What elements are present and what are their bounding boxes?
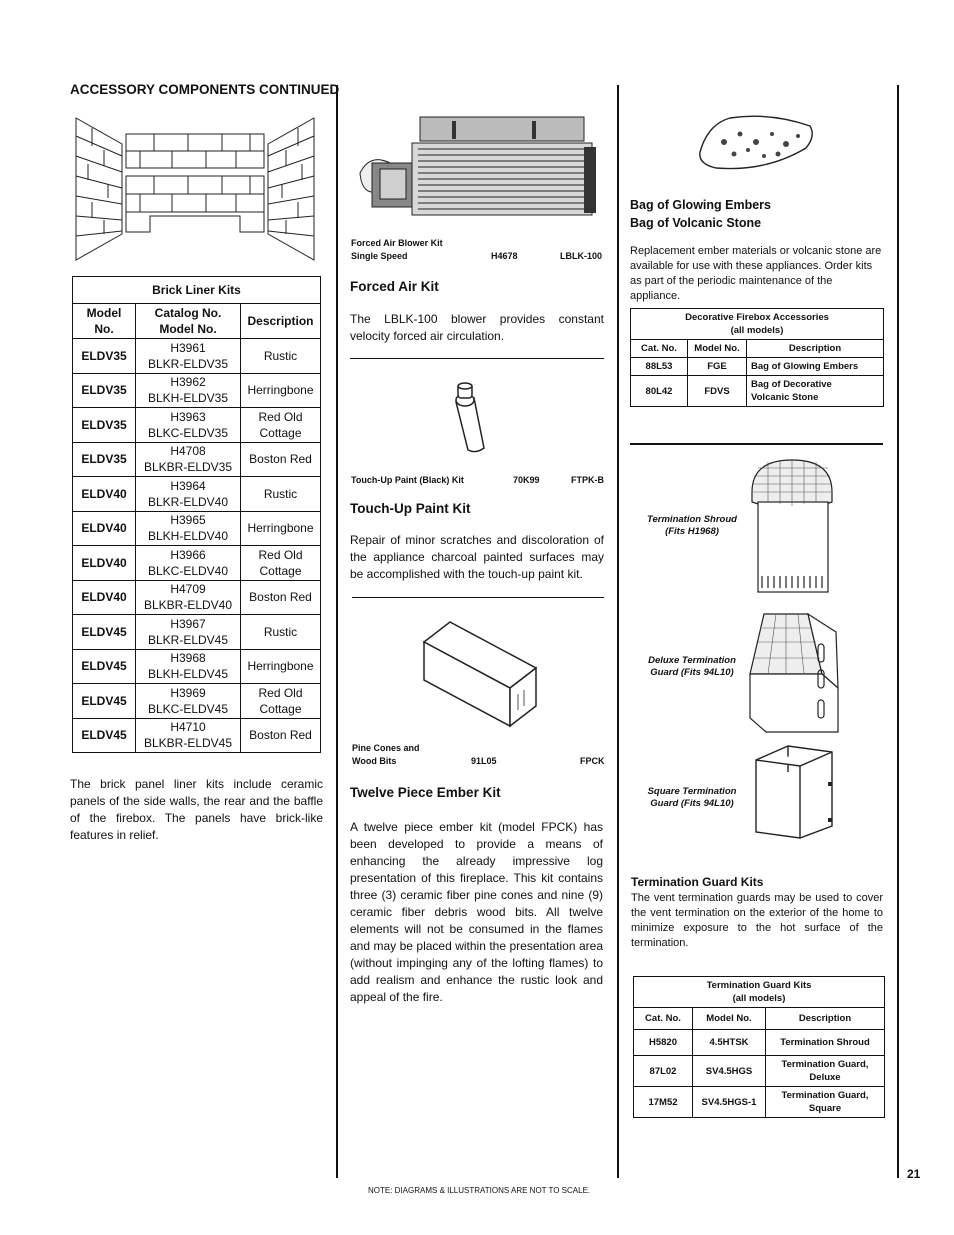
catalog-cell: H3964 BLKR-ELDV40: [136, 477, 241, 512]
table-row: [73, 511, 321, 546]
description-cell: Red Old Cottage: [241, 546, 321, 581]
blower-caption-model: LBLK-100: [560, 251, 603, 261]
deluxe-label: Deluxe Termination Guard (Fits 94L10): [648, 655, 736, 678]
termination-shroud-illustration: [748, 456, 838, 598]
model-cell: ELDV35: [73, 339, 136, 374]
guard-title: Termination Guard Kits: [631, 875, 764, 889]
brick-liner-table: [72, 276, 321, 753]
paint-text: Repair of minor scratches and discoloration of the appliance charcoal painted surfaces may be accomplished with the touch-up paint kit.: [350, 533, 604, 581]
shroud-label: Termination Shroud (Fits H1968): [647, 514, 737, 537]
bag-text: Replacement ember materials or volcanic stone are available for use with these appliances. Order kits as part of the periodic maintenance of the appliance.: [630, 245, 882, 302]
description-cell: Red Old Cottage: [241, 408, 321, 443]
model-cell: ELDV40: [73, 477, 136, 512]
square-guard-illustration: [748, 742, 836, 842]
cat-cell: 87L02: [634, 1056, 693, 1087]
table-row: [73, 684, 321, 719]
description-cell: Herringbone: [241, 373, 321, 408]
divider: [352, 597, 604, 598]
column-divider-edge: [897, 85, 899, 1178]
model-cell: ELDV45: [73, 684, 136, 719]
desc-cell: Termination Guard, Square: [766, 1087, 885, 1118]
catalog-cell: H4708 BLKBR-ELDV35: [136, 442, 241, 477]
model-cell: ELDV35: [73, 373, 136, 408]
catalog-cell: H3967 BLKR-ELDV45: [136, 615, 241, 650]
description-cell: Boston Red: [241, 718, 321, 753]
guard-header-model: Model No.: [693, 1008, 766, 1030]
table-row: [73, 718, 321, 753]
paint-caption-model: FTPK-B: [571, 475, 604, 485]
model-cell: ELDV35: [73, 408, 136, 443]
paint-caption-name: Touch-Up Paint (Black) Kit: [351, 475, 464, 485]
model-cell: ELDV45: [73, 649, 136, 684]
model-cell: ELDV45: [73, 615, 136, 650]
model-cell: ELDV40: [73, 546, 136, 581]
square-label: Square Termination Guard (Fits 94L10): [647, 786, 737, 809]
brick-header-description: Description: [241, 304, 321, 339]
model-cell: FDVS: [688, 376, 747, 407]
catalog-cell: H3969 BLKC-ELDV45: [136, 684, 241, 719]
firebox-header-cat: Cat. No.: [631, 340, 688, 358]
model-cell: SV4.5HGS: [693, 1056, 766, 1087]
page-number: 21: [907, 1167, 921, 1181]
divider: [350, 358, 604, 359]
description-cell: Boston Red: [241, 442, 321, 477]
description-cell: Rustic: [241, 339, 321, 374]
table-row: [73, 615, 321, 650]
model-cell: ELDV40: [73, 511, 136, 546]
guard-table-title: Termination Guard Kits (all models): [634, 977, 885, 1008]
forced-air-text: The LBLK-100 blower provides constant velocity forced air circulation.: [350, 312, 604, 343]
firebox-header-desc: Description: [747, 340, 884, 358]
table-row: [73, 408, 321, 443]
table-row: [634, 1087, 885, 1118]
firebox-header-model: Model No.: [688, 340, 747, 358]
guard-text: The vent termination guards may be used to cover the vent termination on the exterior of the home to minimize exposure to the hot surface of the termination.: [631, 892, 883, 949]
description-cell: Boston Red: [241, 580, 321, 615]
table-row: [73, 477, 321, 512]
desc-cell: Bag of Decorative Volcanic Stone: [747, 376, 884, 407]
desc-cell: Termination Shroud: [766, 1030, 885, 1056]
divider: [630, 443, 883, 445]
model-cell: ELDV45: [73, 718, 136, 753]
deluxe-guard-illustration: [746, 608, 842, 738]
ember-title: Twelve Piece Ember Kit: [350, 785, 501, 800]
desc-cell: Termination Guard, Deluxe: [766, 1056, 885, 1087]
blower-illustration: [352, 113, 607, 231]
table-row: [631, 358, 884, 376]
brick-liner-illustration: [74, 116, 316, 262]
blower-caption-name: Forced Air Blower Kit Single Speed: [351, 238, 443, 261]
paint-caption-cat: 70K99: [513, 475, 540, 485]
table-row: [634, 1030, 885, 1056]
forced-air-title: Forced Air Kit: [350, 279, 439, 294]
table-row: [73, 580, 321, 615]
cat-cell: 80L42: [631, 376, 688, 407]
table-row: [634, 1056, 885, 1087]
description-cell: Red Old Cottage: [241, 684, 321, 719]
ember-caption-model: FPCK: [580, 756, 605, 766]
catalog-cell: H3965 BLKH-ELDV40: [136, 511, 241, 546]
ember-box-illustration: [420, 620, 540, 730]
section-title: ACCESSORY COMPONENTS CONTINUED: [70, 82, 340, 97]
ember-bag-illustration: [694, 112, 818, 174]
brick-table-title: Brick Liner Kits: [73, 277, 321, 304]
description-cell: Rustic: [241, 615, 321, 650]
column-divider-right: [617, 85, 619, 1178]
blower-caption-cat: H4678: [491, 251, 518, 261]
table-row: [73, 546, 321, 581]
desc-cell: Bag of Glowing Embers: [747, 358, 884, 376]
firebox-table-title: Decorative Firebox Accessories (all models): [631, 309, 884, 340]
ember-caption-cat: 91L05: [471, 756, 497, 766]
catalog-cell: H4709 BLKBR-ELDV40: [136, 580, 241, 615]
catalog-cell: H3966 BLKC-ELDV40: [136, 546, 241, 581]
firebox-accessories-table: [630, 308, 884, 407]
model-cell: ELDV35: [73, 442, 136, 477]
model-cell: SV4.5HGS-1: [693, 1087, 766, 1118]
ember-caption-name: Pine Cones and Wood Bits: [352, 743, 420, 766]
description-cell: Herringbone: [241, 511, 321, 546]
paint-title: Touch-Up Paint Kit: [350, 501, 471, 516]
brick-header-catalog: Catalog No. Model No.: [136, 304, 241, 339]
model-cell: FGE: [688, 358, 747, 376]
table-row: [73, 373, 321, 408]
table-row: [73, 339, 321, 374]
catalog-cell: H3962 BLKH-ELDV35: [136, 373, 241, 408]
table-row: [631, 376, 884, 407]
cat-cell: 88L53: [631, 358, 688, 376]
bag-title: Bag of Glowing Embers Bag of Volcanic Stone: [630, 198, 771, 230]
column-divider-left: [336, 85, 338, 1178]
catalog-cell: H3963 BLKC-ELDV35: [136, 408, 241, 443]
model-cell: 4.5HTSK: [693, 1030, 766, 1056]
footer-note: NOTE: DIAGRAMS & ILLUSTRATIONS ARE NOT TO SCALE.: [368, 1186, 591, 1195]
description-cell: Rustic: [241, 477, 321, 512]
cat-cell: H5820: [634, 1030, 693, 1056]
guard-header-cat: Cat. No.: [634, 1008, 693, 1030]
model-cell: ELDV40: [73, 580, 136, 615]
description-cell: Herringbone: [241, 649, 321, 684]
table-row: [73, 649, 321, 684]
catalog-cell: H3968 BLKH-ELDV45: [136, 649, 241, 684]
ember-text: A twelve piece ember kit (model FPCK) has been developed to provide a means of enhancing the already impressive log presentation of this fireplace. This kit contains three (3) ceramic fiber pine cones and nine (9) ceramic fiber debris wood bits. All twelve elements will not be consumed in the flames and may be placed within the presentation area (without impinging any of the lofting flames) to add realism and enhance the rustic look and appeal of the fire.: [350, 820, 603, 1004]
cat-cell: 17M52: [634, 1087, 693, 1118]
brick-header-model: Model No.: [73, 304, 136, 339]
brick-description: The brick panel liner kits include ceramic panels of the side walls, the rear and the baffle of the firebox. The panels have brick-like features in relief.: [70, 777, 323, 842]
catalog-cell: H3961 BLKR-ELDV35: [136, 339, 241, 374]
guard-header-desc: Description: [766, 1008, 885, 1030]
paint-can-illustration: [448, 380, 498, 454]
table-row: [73, 442, 321, 477]
termination-guard-table: [633, 976, 885, 1118]
catalog-cell: H4710 BLKBR-ELDV45: [136, 718, 241, 753]
